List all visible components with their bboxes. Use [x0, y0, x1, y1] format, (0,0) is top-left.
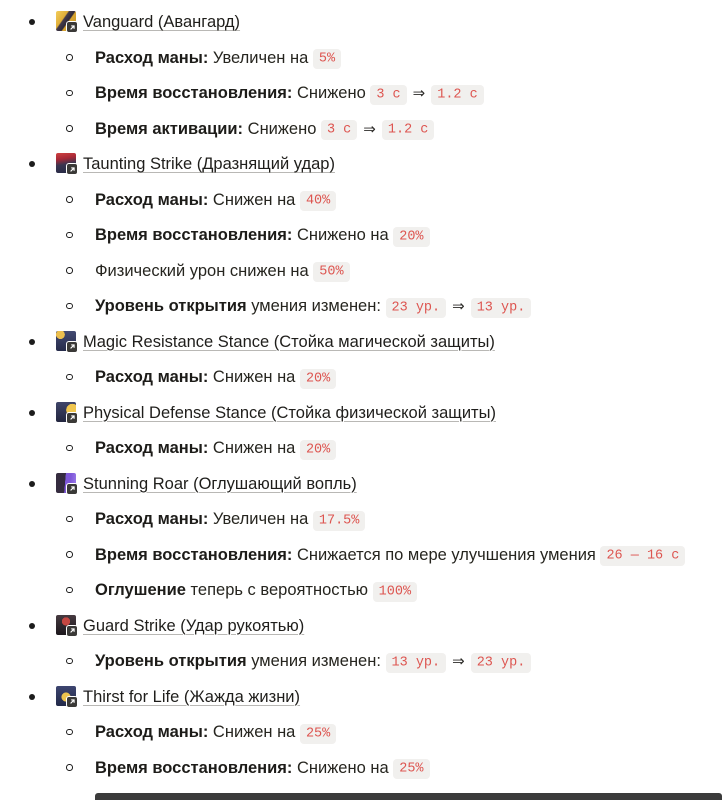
sub-bullet-marker [66, 303, 73, 310]
physical-skill-icon [56, 402, 76, 422]
skill-heading-row [0, 401, 722, 425]
change-item [0, 543, 722, 567]
skill-change-sublist [0, 188, 722, 319]
change-label: Расход маны: [95, 439, 209, 457]
change-arrow: ⇒ [363, 120, 376, 138]
change-arrow: ⇒ [452, 653, 465, 670]
sub-bullet-marker [66, 125, 73, 132]
change-text: Снижено на [292, 226, 394, 244]
code-value: 40% [300, 191, 336, 211]
skill-item [0, 152, 722, 318]
sub-bullet-marker [66, 232, 73, 239]
skill-item [0, 330, 722, 390]
change-label: Время восстановления: [95, 226, 293, 244]
stunning-skill-icon [56, 473, 76, 493]
change-text: Снижен на [208, 368, 300, 386]
change-text: Снижено [243, 119, 321, 138]
change-label: Уровень открытия [95, 652, 247, 670]
change-text: Увеличен на [208, 510, 313, 528]
skill-change-sublist [0, 720, 722, 780]
thirst-skill-icon [56, 686, 76, 706]
skill-item [0, 10, 722, 141]
sub-bullet-marker [66, 267, 73, 274]
bullet-marker [29, 161, 35, 167]
change-label: Расход маны: [95, 48, 209, 67]
code-value: 3 с [321, 120, 357, 140]
skill-link-magic[interactable] [56, 333, 495, 351]
external-link-arrow-icon [67, 164, 77, 174]
skill-heading-row [0, 330, 722, 354]
change-item [0, 81, 722, 105]
skill-name: Taunting Strike (Дразнящий удар) [83, 155, 335, 173]
skill-name: Physical Defense Stance (Стойка физической защиты) [83, 403, 496, 422]
skill-change-sublist [0, 436, 722, 460]
code-value: 1.2 с [431, 85, 484, 105]
sub-bullet-marker [66, 196, 73, 203]
sub-bullet-marker [66, 445, 73, 452]
sub-bullet-marker [66, 54, 73, 61]
bullet-marker [29, 481, 35, 487]
skill-heading-row [0, 614, 722, 638]
change-item [0, 649, 722, 673]
code-value: 25% [393, 759, 429, 779]
change-item [0, 365, 722, 389]
skill-changes-list [0, 10, 722, 780]
code-value: 26 — 16 с [600, 546, 685, 566]
skill-heading-row [0, 472, 722, 496]
change-item [0, 756, 722, 780]
skill-item [0, 472, 722, 603]
code-value: 1.2 с [382, 120, 435, 140]
external-link-arrow-icon [67, 626, 77, 636]
guard-skill-icon [56, 615, 76, 635]
change-label: Расход маны: [95, 368, 209, 386]
skill-heading-row [0, 685, 722, 709]
change-arrow: ⇒ [412, 85, 426, 102]
skill-change-sublist [0, 46, 722, 141]
sub-bullet-marker [66, 516, 73, 523]
sub-bullet-marker [66, 658, 73, 665]
change-text: Снижается по мере улучшения умения [292, 545, 601, 564]
magic-skill-icon [56, 331, 76, 351]
change-item [0, 436, 722, 460]
code-value: 5% [313, 49, 341, 69]
change-label: Время восстановления: [95, 84, 293, 102]
code-value: 25% [300, 724, 336, 744]
external-link-arrow-icon [67, 413, 77, 423]
external-link-arrow-icon [67, 484, 77, 494]
code-value: 23 ур. [471, 653, 532, 673]
change-text: Снижен на [208, 723, 300, 741]
change-text: умения изменен: [246, 652, 386, 670]
code-value: 13 ур. [386, 653, 447, 673]
code-value: 50% [313, 262, 349, 282]
change-item [0, 46, 722, 70]
change-label: Уровень открытия [95, 297, 247, 315]
code-value: 3 с [370, 85, 406, 105]
skill-change-sublist [0, 365, 722, 389]
skill-link-physical[interactable] [56, 404, 496, 422]
code-value: 17.5% [313, 511, 366, 531]
vanguard-skill-icon [56, 11, 76, 31]
skill-heading-row [0, 10, 722, 34]
change-item [0, 259, 722, 283]
skill-link-guard[interactable] [56, 617, 304, 635]
sub-bullet-marker [66, 764, 73, 771]
change-text: умения изменен: [246, 297, 386, 315]
change-item [0, 507, 722, 531]
skill-change-sublist [0, 507, 722, 602]
change-item [0, 117, 722, 141]
change-label: Время активации: [95, 119, 244, 138]
skill-link-vanguard[interactable] [56, 13, 240, 31]
external-link-arrow-icon [67, 22, 77, 32]
sub-bullet-marker [66, 587, 73, 594]
skill-item [0, 401, 722, 461]
sub-bullet-marker [66, 729, 73, 736]
skill-link-thirst[interactable] [56, 688, 300, 706]
code-value: 20% [300, 369, 336, 389]
change-text: Снижен на [208, 439, 300, 457]
skill-link-stunning[interactable] [56, 475, 357, 493]
bullet-marker [29, 19, 35, 25]
change-label: Расход маны: [95, 723, 209, 741]
change-label: Расход маны: [95, 510, 209, 528]
change-label: Время восстановления: [95, 758, 293, 777]
code-value: 20% [300, 440, 336, 460]
change-item [0, 294, 722, 318]
external-link-arrow-icon [67, 697, 77, 707]
change-text: Увеличен на [208, 48, 313, 67]
code-value: 20% [393, 227, 429, 247]
skill-name: Vanguard (Авангард) [83, 13, 241, 31]
code-value: 23 ур. [386, 298, 447, 318]
sub-bullet-marker [66, 551, 73, 558]
sub-bullet-marker [66, 90, 73, 97]
change-item [0, 720, 722, 744]
change-arrow: ⇒ [452, 298, 465, 315]
change-item [0, 223, 722, 247]
change-label: Время восстановления: [95, 545, 293, 564]
change-item [0, 578, 722, 602]
change-text: Снижен на [208, 190, 300, 209]
bullet-marker [29, 410, 35, 416]
bullet-marker [29, 339, 35, 345]
skill-link-taunting[interactable] [56, 155, 335, 173]
skill-item [0, 614, 722, 674]
sub-bullet-marker [66, 374, 73, 381]
change-text: Физический урон снижен на [95, 261, 314, 280]
embedded-image-top-edge [95, 793, 722, 800]
change-label: Оглушение [95, 581, 186, 599]
bullet-marker [29, 623, 35, 629]
change-text: Снижено [292, 84, 371, 102]
skill-name: Thirst for Life (Жажда жизни) [83, 687, 301, 706]
bullet-marker [29, 694, 35, 700]
change-text: теперь с вероятностью [185, 581, 373, 599]
skill-name: Magic Resistance Stance (Стойка магической защиты) [83, 332, 495, 351]
change-item [0, 188, 722, 212]
skill-name: Guard Strike (Удар рукоятью) [83, 616, 305, 635]
taunting-skill-icon [56, 153, 76, 173]
skill-heading-row [0, 152, 722, 176]
skill-change-sublist [0, 649, 722, 673]
code-value: 13 ур. [471, 298, 532, 318]
external-link-arrow-icon [67, 342, 77, 352]
skill-item [0, 685, 722, 780]
skill-name: Stunning Roar (Оглушающий вопль) [83, 474, 357, 493]
change-label: Расход маны: [95, 190, 209, 209]
code-value: 100% [373, 582, 417, 602]
change-text: Снижено на [292, 758, 394, 777]
